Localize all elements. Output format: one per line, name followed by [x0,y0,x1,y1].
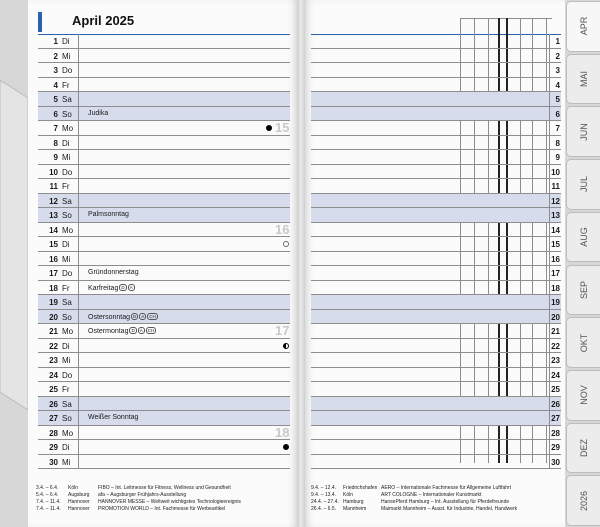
event-city: Friedrichshafen [343,485,378,491]
day-row-right[interactable] [311,426,561,441]
day-number: 30 [49,457,58,467]
day-number-right: 2 [555,51,560,61]
day-row-right[interactable] [311,411,561,426]
event-date: 24.4. – 27.4. [311,499,339,505]
day-number: 7 [53,124,58,133]
day-number-right: 12 [551,196,560,206]
weekday: Mi [62,254,71,264]
binding-gutter [297,0,305,527]
weekday: Fr [62,283,70,293]
day-row[interactable] [38,310,290,325]
day-row-right[interactable] [311,150,561,165]
day-row-right[interactable] [311,49,561,64]
weekday: Di [62,37,70,46]
trade-fair-list-right [311,485,517,513]
day-number-right: 29 [551,443,560,452]
left-page [28,0,297,527]
day-number: 9 [53,153,58,162]
event-date: 7.4. – 11.4. [36,499,61,505]
day-row[interactable] [38,208,290,223]
month-tab-2026[interactable] [566,475,600,526]
moon-phase-icon [283,241,289,247]
day-number: 20 [49,312,58,322]
event-city: Köln [68,485,79,491]
day-number: 11 [49,182,58,191]
day-row-right[interactable] [311,34,561,49]
event-city: Hannover [68,506,90,512]
event-description: afa – Augsburger Frühjahrs-Ausstellung [98,492,187,498]
holiday-label: Palmsonntag [88,211,129,218]
holiday-region-icon: CH [149,313,156,319]
day-number-right: 1 [555,37,560,46]
weekday: So [62,312,72,322]
month-tab-okt[interactable] [566,317,600,368]
day-row-right[interactable] [311,310,561,325]
day-row[interactable] [38,49,290,64]
day-row[interactable] [38,223,290,238]
weekday: Mi [62,356,71,365]
day-row[interactable] [38,92,290,107]
day-number: 15 [49,240,58,249]
event-date: 7.4. – 11.4. [36,506,61,512]
weekday: Do [62,66,73,75]
day-number-right: 3 [555,66,560,75]
weekday: Sa [62,196,72,206]
weekday: So [62,211,72,220]
month-tab-label: OKT [578,333,589,352]
holiday-label: Ostermontag D A CH [88,328,155,335]
day-row-right[interactable] [311,63,561,78]
day-row-right[interactable] [311,194,561,209]
day-row-right[interactable] [311,237,561,252]
day-number: 8 [53,138,58,148]
day-number-right: 9 [555,153,560,162]
day-number-right: 8 [555,138,560,148]
weekday: Mi [62,51,71,61]
day-row[interactable] [38,165,290,180]
day-number-right: 6 [555,109,560,119]
month-tab-label: MAI [578,71,589,88]
trade-fair-entry [36,492,241,499]
day-row[interactable] [38,397,290,412]
day-number-right: 17 [551,269,560,278]
month-tab-label: SEP [578,280,589,299]
day-number-right: 16 [551,254,560,264]
day-row[interactable] [38,194,290,209]
holiday-region-icon: D [121,284,125,290]
day-row-right[interactable] [311,107,561,122]
day-row[interactable] [38,150,290,165]
trade-fair-entry [36,506,241,513]
weekday: So [62,109,72,119]
day-number: 21 [49,327,58,336]
day-row[interactable] [38,382,290,397]
day-row[interactable] [38,121,290,136]
weekday: Do [62,269,73,278]
day-row-right[interactable] [311,208,561,223]
weekday: So [62,414,72,423]
day-number: 12 [49,196,58,206]
month-tab-label: JUN [578,122,589,141]
day-row[interactable] [38,63,290,78]
month-title: April 2025 [72,13,135,28]
day-number-right: 21 [551,327,560,336]
day-row[interactable] [38,237,290,252]
event-description: Maimarkt Mannheim – Ausst. für Industrie, Handel, Handwerk [381,506,518,512]
event-date: 9.4. – 13.4. [311,492,337,498]
calendar-week: 18 [275,424,290,440]
day-row[interactable] [38,324,290,339]
day-row[interactable] [38,295,290,310]
month-tab-nov[interactable] [566,370,600,421]
day-number: 26 [49,399,58,409]
day-number-right: 5 [555,95,560,104]
day-row[interactable] [38,34,290,49]
day-row[interactable] [38,78,290,93]
event-description: FIBO – Int. Leitmesse für Fitness, Wellness und Gesundheit [98,485,231,491]
day-row[interactable] [38,426,290,441]
calendar-week: 16 [275,221,290,237]
day-row[interactable] [38,281,290,296]
day-number: 23 [49,356,58,365]
day-row[interactable] [38,411,290,426]
trade-fair-entry [36,485,241,492]
day-row[interactable] [38,353,290,368]
month-tab-jun[interactable] [566,106,600,157]
month-marker [38,12,42,32]
day-number-right: 13 [551,211,560,220]
weekday: Do [62,167,73,177]
weekday: Di [62,240,70,249]
day-row-right[interactable] [311,281,561,296]
event-description: AERO – Internationale Fachmesse für Allgemeine Luftfahrt [381,485,512,491]
month-tab-label: AUG [578,227,589,247]
day-row[interactable] [38,136,290,151]
weekday: Di [62,341,70,351]
day-number-right: 4 [555,80,560,90]
event-city: Hannover [68,499,90,505]
event-city: Hamburg [343,499,364,505]
day-number: 4 [53,80,58,90]
day-number: 1 [53,37,58,46]
day-row-right[interactable] [311,92,561,107]
weekday: Fr [62,385,70,394]
day-row-right[interactable] [311,440,561,455]
day-number-right: 27 [551,414,560,423]
holiday-region-icon: D [131,328,135,333]
day-number-right: 14 [551,225,560,235]
trade-fair-list-left [36,485,241,513]
day-number-right: 15 [551,240,560,249]
day-number-right: 20 [551,312,560,322]
month-tab-label: NOV [578,385,589,405]
event-city: Köln [343,492,354,498]
day-row[interactable] [38,455,290,470]
day-number: 16 [49,254,58,264]
holiday-region-icon: A [139,328,143,333]
day-row[interactable] [38,179,290,194]
event-date: 26.4. – 6.5. [311,506,337,512]
weekday: Sa [62,399,72,409]
event-description: PROMOTION WORLD – Int. Fachmesse für Werbeartikel [98,506,226,512]
day-row-right[interactable] [311,295,561,310]
day-number: 24 [49,370,58,380]
weekday: Di [62,443,70,452]
month-tab-label: DEZ [578,438,589,457]
day-row-right[interactable] [311,455,561,470]
day-number: 29 [49,443,58,452]
day-row[interactable] [38,368,290,383]
holiday-region-icon: A [129,284,133,290]
day-number: 27 [49,414,58,423]
day-number: 10 [49,167,58,177]
day-number: 17 [49,269,58,278]
day-row-right[interactable] [311,339,561,354]
weekday: Sa [62,298,72,307]
day-row[interactable] [38,266,290,281]
day-number-right: 22 [551,341,560,351]
moon-phase-icon [266,125,272,131]
weekday: Fr [62,182,70,191]
weekday: Mo [62,428,74,438]
moon-phase-icon [283,343,289,349]
day-number: 28 [49,428,58,438]
day-row[interactable] [38,440,290,455]
holiday-label: Gründonnerstag [88,269,139,276]
day-number-right: 24 [551,370,560,380]
month-tab-jul[interactable] [566,159,600,210]
event-date: 9.4. – 12.4. [311,485,337,491]
month-tab-mai[interactable] [566,54,600,105]
weekday: Mi [62,457,71,467]
event-date: 3.4. – 6.4. [36,485,59,491]
day-number-right: 10 [551,167,560,177]
holiday-label: Judika [88,109,109,117]
weekday: Mo [62,327,74,336]
holiday-label: Ostersonntag D A CH [88,313,156,321]
day-row-right[interactable] [311,266,561,281]
day-number: 5 [53,95,58,104]
day-number: 3 [53,66,58,75]
weekday: Mo [62,124,74,133]
right-page [305,0,565,527]
weekday: Fr [62,80,70,90]
day-row-right[interactable] [311,165,561,180]
holiday-region-icon: D [133,313,137,319]
event-city: Mannheim [343,506,367,512]
holiday-region-icon: CH [147,328,155,333]
day-row-right[interactable] [311,78,561,93]
day-number: 2 [53,51,58,61]
day-number: 25 [49,385,58,394]
event-city: Augsburg [68,492,90,498]
weekday: Do [62,370,73,380]
day-number-right: 11 [551,182,560,191]
day-number-right: 7 [555,124,560,133]
day-row-right[interactable] [311,121,561,136]
weekday: Mo [62,225,74,235]
weekday: Di [62,138,70,148]
day-number: 18 [49,283,58,293]
month-tab-aug[interactable] [566,212,600,263]
day-number: 6 [53,109,58,119]
calendar-week: 17 [275,323,290,338]
left-cover-flap [0,80,28,410]
day-number: 22 [49,341,58,351]
moon-phase-icon [283,444,289,450]
day-row[interactable] [38,252,290,267]
day-row-right[interactable] [311,179,561,194]
day-row[interactable] [38,339,290,354]
holiday-region-icon: A [141,313,145,319]
weekday: Mi [62,153,71,162]
day-number-right: 26 [551,399,560,409]
day-number-right: 19 [551,298,560,307]
trade-fair-entry [36,499,241,506]
calendar-week: 15 [275,120,290,135]
month-tab-dez[interactable] [566,423,600,474]
month-tab-label: 2026 [578,490,589,511]
month-tab-label: JUL [578,176,589,193]
weekday: Sa [62,95,72,104]
day-row-right[interactable] [311,324,561,339]
day-row-right[interactable] [311,397,561,412]
day-number: 13 [49,211,58,220]
day-number-right: 28 [551,428,560,438]
day-row-right[interactable] [311,382,561,397]
day-number-right: 25 [551,385,560,394]
day-row-right[interactable] [311,353,561,368]
day-row-right[interactable] [311,252,561,267]
trade-fair-entry [311,492,517,499]
day-number: 14 [49,225,58,235]
event-description: HANNOVER MESSE – Weltweit wichtigstes Technologieereignis [98,499,241,505]
event-description: HansePferd Hamburg – Int. Ausstellung für Pferdefreunde [381,499,510,505]
event-date: 5.4. – 6.4. [36,492,59,498]
day-row-right[interactable] [311,368,561,383]
day-row-right[interactable] [311,223,561,238]
holiday-label: Karfreitag D A [88,284,133,292]
trade-fair-entry [311,485,517,492]
day-row[interactable] [38,107,290,122]
day-number-right: 23 [551,356,560,365]
trade-fair-entry [311,499,517,506]
day-row-right[interactable] [311,136,561,151]
day-number-right: 30 [551,457,560,467]
month-tab-label: APR [578,17,589,36]
day-number-right: 18 [551,283,560,293]
trade-fair-entry [311,506,517,513]
month-tab-sep[interactable] [566,265,600,316]
event-description: ART COLOGNE – Internationaler Kunstmarkt [381,492,482,498]
month-tab-apr[interactable] [566,1,600,52]
holiday-label: Weißer Sonntag [88,414,139,421]
day-number: 19 [49,298,58,307]
